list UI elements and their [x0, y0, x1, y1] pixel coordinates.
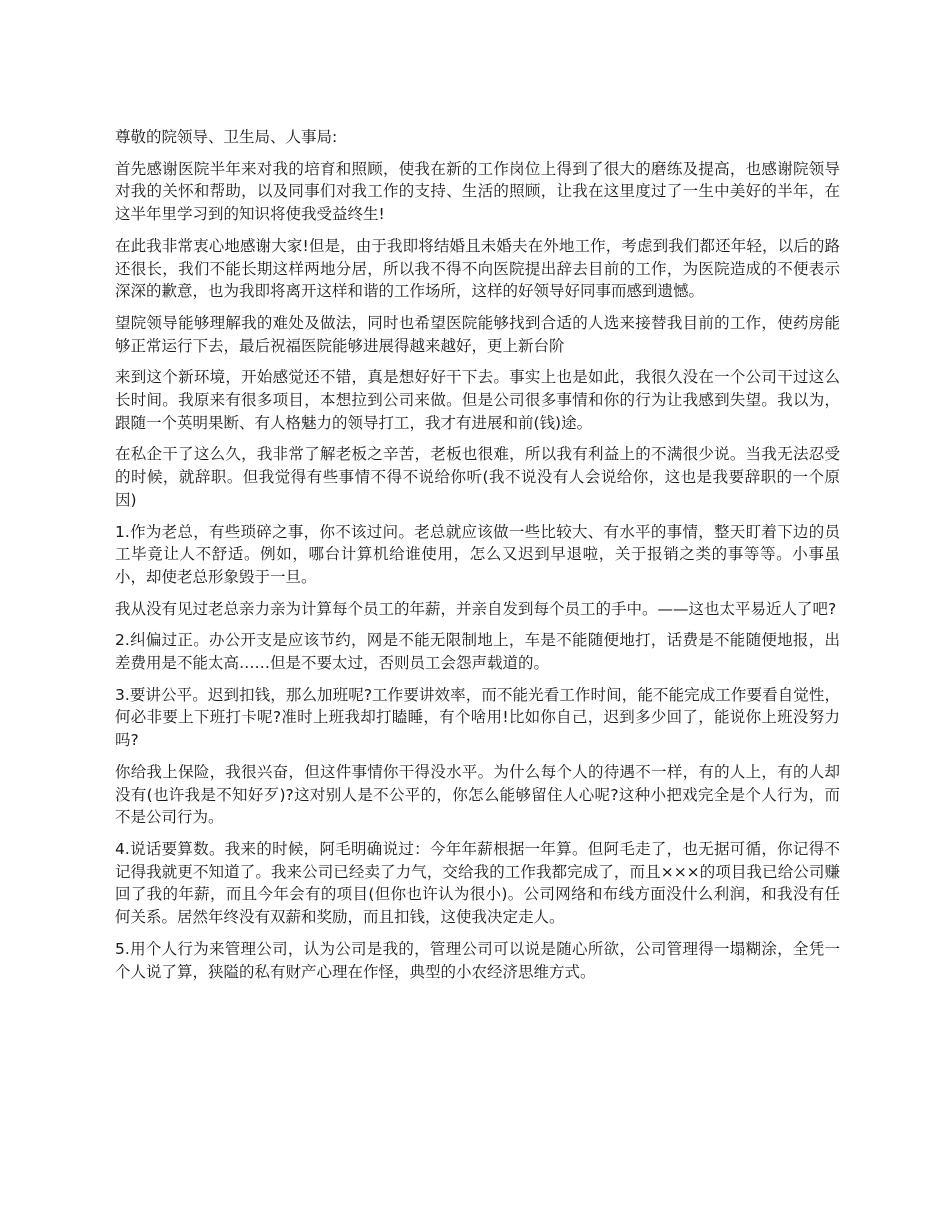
paragraph-thanks: 首先感谢医院半年来对我的培育和照顾，使我在新的工作岗位上得到了很大的磨练及提高，也感谢院领导对我的关怀和帮助，以及同事们对我工作的支持、生活的照顾，让我在这里度过了一生中美好的半年，在这半年里学习到的知识将使我受益终生! — [115, 159, 840, 224]
paragraph-annual-salary: 我从没有见过老总亲力亲为计算每个员工的年薪，并亲自发到每个员工的手中。——这也太平易近人了吧? — [115, 599, 837, 618]
paragraph-point-2: 2.纠偏过正。办公开支是应该节约，网是不能无限制地上，车是不能随便地打，话费是不能随便地报，出差费用是不能太高……但是不要太过，否则员工会怨声载道的。 — [115, 631, 840, 673]
letter-body — [115, 126, 840, 992]
paragraph-wishes: 望院领导能够理解我的难处及做法，同时也希望医院能够找到合适的人选来接替我目前的工作，使药房能够正常运行下去，最后祝福医院能够进展得越来越好，更上新台阶 — [115, 313, 840, 355]
paragraph-insurance: 你给我上保险，我很兴奋，但这件事情你干得没水平。为什么每个人的待遇不一样，有的人上，有的人却没有(也许我是不知好歹)?这对别人是不公平的，你怎么能够留住人心呢?这种小把戏完全是个人行为，而不是公司行为。 — [115, 762, 840, 827]
paragraph-new-environment: 来到这个新环境，开始感觉还不错，真是想好好干下去。事实上也是如此，我很久没在一个公司干过这么长时间。我原来有很多项目，本想拉到公司来做。但是公司很多事情和你的行为让我感到失望。我以为，跟随一个英明果断、有人格魅力的领导打工，我才有进展和前(钱)途。 — [115, 368, 840, 432]
paragraph-point-3: 3.要讲公平。迟到扣钱，那么加班呢?工作要讲效率，而不能光看工作时间，能不能完成工作要看自觉性，何必非要上下班打卡呢?准时上班我却打瞌睡，有个啥用!比如你自己，迟到多少回了，能说你上班没努力吗? — [115, 685, 840, 750]
paragraph-point-4: 4.说话要算数。我来的时候，阿毛明确说过：今年年薪根据一年算。但阿毛走了，也无据可循，你记得不记得我就更不知道了。我来公司已经卖了力气，交给我的工作我都完成了，而且×××的项目我已给公司赚回了我的年薪，而且今年会有的项目(但你也许认为很小)。公司网络和布线方面没什么利润，和我没有任何关系。居然年终没有双薪和奖励，而且扣钱，这使我决定走人。 — [115, 839, 840, 927]
paragraph-point-5: 5.用个人行为来管理公司，认为公司是我的，管理公司可以说是随心所欲，公司管理得一塌糊涂，全凭一个人说了算，狭隘的私有财产心理在作怪，典型的小农经济思维方式。 — [115, 939, 840, 981]
salutation: 尊敬的院领导、卫生局、人事局: — [115, 128, 338, 146]
paragraph-reason: 在此我非常衷心地感谢大家!但是，由于我即将结婚且未婚夫在外地工作，考虑到我们都还年轻，以后的路还很长，我们不能长期这样两地分居，所以我不得不向医院提出辞去目前的工作，为医院造成的不便表示深深的歉意，也为我即将离开这样和谐的工作场所，这样的好领导好同事而感到遗憾。 — [115, 236, 840, 301]
paragraph-private-enterprise: 在私企干了这么久，我非常了解老板之辛苦，老板也很难，所以我有利益上的不满很少说。当我无法忍受的时候，就辞职。但我觉得有些事情不得不说给你听(我不说没有人会说给你，这也是我要辞职的一个原因) — [115, 445, 840, 509]
paragraph-point-1: 1.作为老总，有些琐碎之事，你不该过问。老总就应该做一些比较大、有水平的事情，整天盯着下边的员工毕竟让人不舒适。例如，哪台计算机给谁使用，怎么又迟到早退啦，关于报销之类的事等等。小事虽小，却使老总形象毁于一旦。 — [115, 522, 840, 586]
